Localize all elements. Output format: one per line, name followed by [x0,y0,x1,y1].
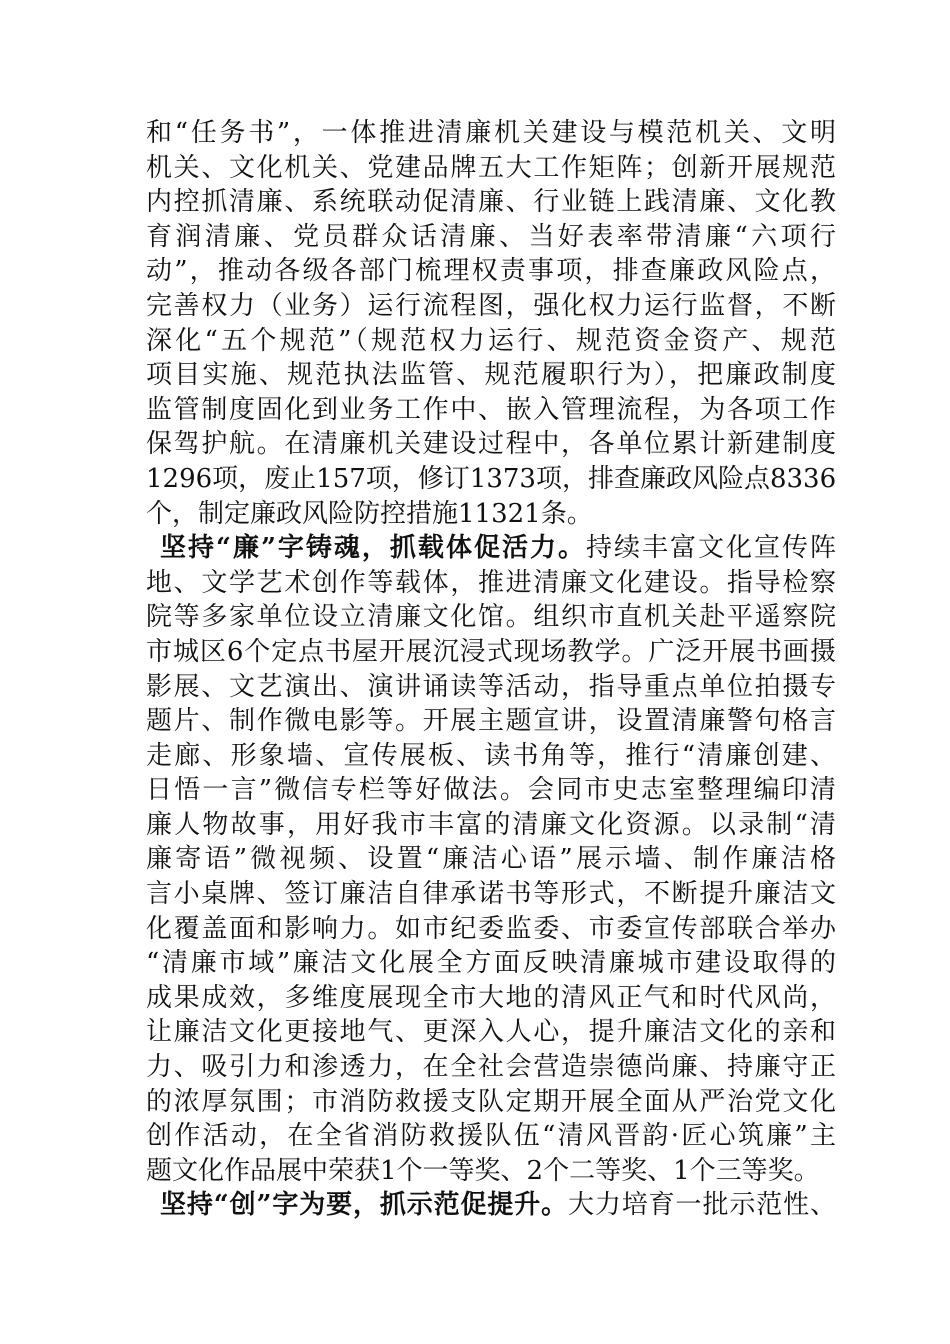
paragraph [146,1188,836,1223]
text-line: 市城区6个定点书屋开展沉浸式现场教学。广泛开展书画摄 [146,636,836,667]
text-line: 题文化作品展中荣获1个一等奖、2个二等奖、1个三等奖。 [146,1155,820,1186]
text-line: 廉寄语”微视频、设置“廉洁心语”展示墙、制作廉洁格 [146,844,836,875]
text-line: 和“任务书”，一体推进清廉机关建设与模范机关、文明 [146,118,836,148]
text-line: 育润清廉、党员群众话清廉、当好表率带清廉“六项行 [146,221,836,252]
text-line: 题片、制作微电影等。开展主题宣讲，设置清廉警句格言 [146,706,836,737]
text-line: 项目实施、规范执法监管、规范履职行为），把廉政制度 [146,360,836,391]
paragraph-lead-heading: 坚持“廉”字铸魂，抓载体促活力。 [160,533,586,564]
text-line: 完善权力（业务）运行流程图，强化权力运行监督，不断 [146,290,836,321]
paragraph [146,531,836,1188]
text-line: 院等多家单位设立清廉文化馆。组织市直机关赴平遥察院 [146,602,836,633]
paragraph [146,116,836,531]
text-line: 廉人物故事，用好我市丰富的清廉文化资源。以录制“清 [146,809,836,840]
text-line: 的浓厚氛围；市消防救援支队定期开展全面从严治党文化 [146,1086,836,1117]
text-run: 持续丰富文化宣传阵 [585,533,836,564]
text-line: 1296项，废止157项，修订1373项，排查廉政风险点8336 [146,463,837,494]
text-line: 言小桌牌、签订廉洁自律承诺书等形式，不断提升廉洁文 [146,879,836,910]
text-line: 力、吸引力和渗透力，在全社会营造崇德尚廉、持廉守正 [146,1052,836,1083]
text-run: 大力培育一批示范性、 [568,1190,836,1221]
text-line: 内控抓清廉、系统联动促清廉、行业链上践清廉、文化教 [146,187,836,218]
text-line: 日悟一言”微信专栏等好做法。会同市史志室整理编印清 [146,775,836,806]
document-body [146,116,836,1223]
text-line: 机关、文化机关、党建品牌五大工作矩阵；创新开展规范 [146,152,836,183]
text-line: 化覆盖面和影响力。如市纪委监委、市委宣传部联合举办 [146,913,836,944]
paragraph-lead-heading: 坚持“创”字为要，抓示范促提升。 [160,1190,569,1221]
text-line: 影展、文艺演出、演讲诵读等活动，指导重点单位拍摄专 [146,671,836,702]
text-line: 走廊、形象墙、宣传展板、读书角等，推行“清廉创建、 [146,740,836,771]
text-line: 保驾护航。在清廉机关建设过程中，各单位累计新建制度 [146,429,836,460]
text-line: “清廉市域”廉洁文化展全方面反映清廉城市建设取得的 [146,948,836,979]
text-line: 监管制度固化到业务工作中、嵌入管理流程，为各项工作 [146,394,836,425]
text-line: 成果成效，多维度展现全市大地的清风正气和时代风尚， [146,982,836,1013]
text-line: 深化“五个规范”（规范权力运行、规范资金资产、规范 [146,325,836,356]
text-line: 创作活动，在全省消防救援队伍“清风晋韵·匠心筑廉”主 [146,1121,836,1152]
text-line: 动”，推动各级各部门梳理权责事项，排查廉政风险点， [146,256,836,287]
text-line: 个，制定廉政风险防控措施11321条。 [146,498,593,529]
text-line [146,1188,836,1223]
text-line: 地、文学艺术创作等载体，推进清廉文化建设。指导检察 [146,567,836,598]
text-line: 让廉洁文化更接地气、更深入人心，提升廉洁文化的亲和 [146,1017,836,1048]
text-line [146,531,836,566]
